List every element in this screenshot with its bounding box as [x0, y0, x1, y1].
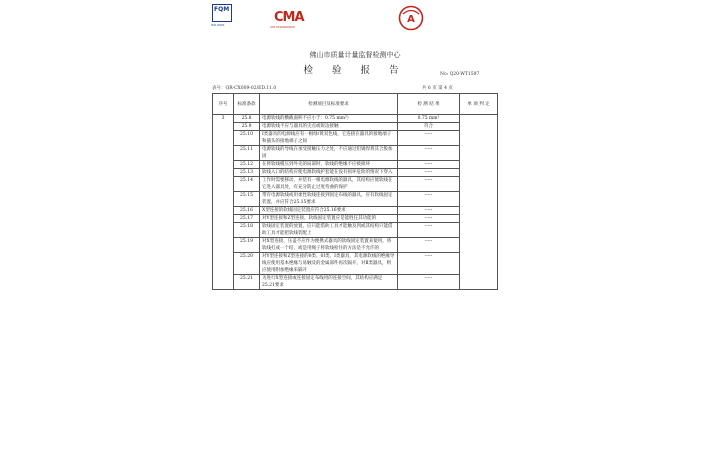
result-cell: -----	[398, 192, 460, 207]
table-row	[213, 207, 498, 215]
result-cell: 0.75 mm²	[398, 115, 460, 123]
svg-text:A: A	[407, 14, 415, 25]
cal-logo-icon	[398, 5, 424, 31]
requirement-cell: 工作时需要移动，并装有一根电源软线的器具，其结构应使软线在它进入器具处，有充分防止过度弯曲的保护	[260, 177, 398, 192]
result-cell: -----	[398, 131, 460, 146]
table-row	[213, 253, 498, 275]
requirement-cell: 对X型连接，压盖不应作为便携式器具的软线固定装置来使用，将软线打成一个结，或是用绳子将软线栓住的方法是不允许的	[260, 238, 398, 253]
table-row	[213, 123, 498, 131]
form-number: 表号：QR-CX009-02/ED.11.0	[212, 86, 277, 91]
table-header-row	[213, 94, 498, 115]
clause-cell: 25.12	[234, 161, 260, 169]
fqm-logo-text: FQM	[214, 6, 230, 13]
report-number: No: Q20-WT1597	[440, 72, 480, 77]
requirement-cell: 软线入口的结构应使电源软线护套能在没有损坏危险的情况下穿入	[260, 169, 398, 177]
clause-cell: 25.17	[234, 215, 260, 223]
clause-cell: 25.18	[234, 223, 260, 238]
verdict-cell	[460, 115, 498, 290]
clause-cell: 25.9	[234, 123, 260, 131]
table-row	[213, 215, 498, 223]
clause-cell: 25.10	[234, 131, 260, 146]
fqm-logo-subtitle: ISO 9001	[211, 23, 225, 27]
page-info: 共 6 页 第 4 页	[422, 86, 453, 91]
result-cell: -----	[398, 238, 460, 253]
table-row	[213, 177, 498, 192]
requirement-cell: 对Y型连接和Z型连接，软线固定装置应是能胜任其功能的	[260, 215, 398, 223]
cma-logo-subtitle: 2013190000000	[270, 25, 295, 29]
cma-logo	[270, 8, 304, 30]
table-row	[213, 223, 498, 238]
report-title: 检 验 报 告	[303, 65, 407, 76]
organization-name: 佛山市质量计量监督检测中心	[309, 51, 401, 59]
header-result: 检 测 结 果	[398, 94, 460, 115]
inspection-table	[212, 93, 498, 290]
table-row	[213, 169, 498, 177]
requirement-cell: 软线固定装置的放置，应只能借助工具才能触及到或其结构只能借助工具才能把软线装配上	[260, 223, 398, 238]
table-row	[213, 275, 498, 290]
result-cell: -----	[398, 169, 460, 177]
requirement-cell: 为进行X型连接或连接固定布线用的连接空间，其结构应满足25.21要求	[260, 275, 398, 290]
table-row	[213, 146, 498, 161]
result-cell: -----	[398, 215, 460, 223]
result-cell: -----	[398, 177, 460, 192]
result-cell: -----	[398, 223, 460, 238]
clause-cell: 25.19	[234, 238, 260, 253]
requirement-cell: 带有电源软线或用柔性软线连接到固定布线的器具，应有软线固定装置，并应符合25.15要求	[260, 192, 398, 207]
requirement-cell: 在将软线模压到外壳的局部时，软线的绝缘不应被损坏	[260, 161, 398, 169]
result-cell: -----	[398, 207, 460, 215]
header-verdict: 单 项 判 定	[460, 94, 498, 115]
requirement-cell: 电源软线的导线在承受接触压力之处，不应通过铅锡焊将其合股加固	[260, 146, 398, 161]
requirement-cell: 电源软线不应与器具的尖点或锐边接触	[260, 123, 398, 131]
clause-cell: 25.16	[234, 207, 260, 215]
table-row	[213, 161, 498, 169]
requirement-cell: Ⅰ类器具的电源线应有一根绿/黄双色线，它连接在器具的接地端子和插头的接地端子之间	[260, 131, 398, 146]
requirement-cell: 对Y型连接和Z型连接的0类、0Ⅰ类、Ⅰ类器具，其电源软线的绝缘导线应使用基本绝缘与易触及的金属部件再次隔开，对Ⅱ类器具，则应使用附加绝缘来隔开	[260, 253, 398, 275]
result-cell: -----	[398, 146, 460, 161]
result-cell: 符合	[398, 123, 460, 131]
requirement-cell: 电源软线的横截面积不应小于：0.75 mm²）	[260, 115, 398, 123]
clause-cell: 25.14	[234, 177, 260, 192]
result-cell: -----	[398, 253, 460, 275]
table-row	[213, 115, 498, 123]
table-row	[213, 238, 498, 253]
result-cell: -----	[398, 275, 460, 290]
cma-logo-text: CMA	[274, 10, 304, 25]
clause-cell: 25.20	[234, 253, 260, 275]
seq-cell: 3	[213, 115, 234, 290]
clause-cell: 25.11	[234, 146, 260, 161]
clause-cell: 25.21	[234, 275, 260, 290]
table-row	[213, 131, 498, 146]
table-row	[213, 192, 498, 207]
clause-cell: 25.15	[234, 192, 260, 207]
header-item: 检测项目及标准要求	[260, 94, 398, 115]
requirement-cell: X型连接的软线固定装置应符合25.16要求	[260, 207, 398, 215]
result-cell: -----	[398, 161, 460, 169]
header-clause: 标准条款	[234, 94, 260, 115]
fqm-logo	[211, 4, 232, 27]
report-page	[208, 0, 502, 474]
clause-cell: 25.8	[234, 115, 260, 123]
header-seq: 序号	[213, 94, 234, 115]
clause-cell: 25.13	[234, 169, 260, 177]
